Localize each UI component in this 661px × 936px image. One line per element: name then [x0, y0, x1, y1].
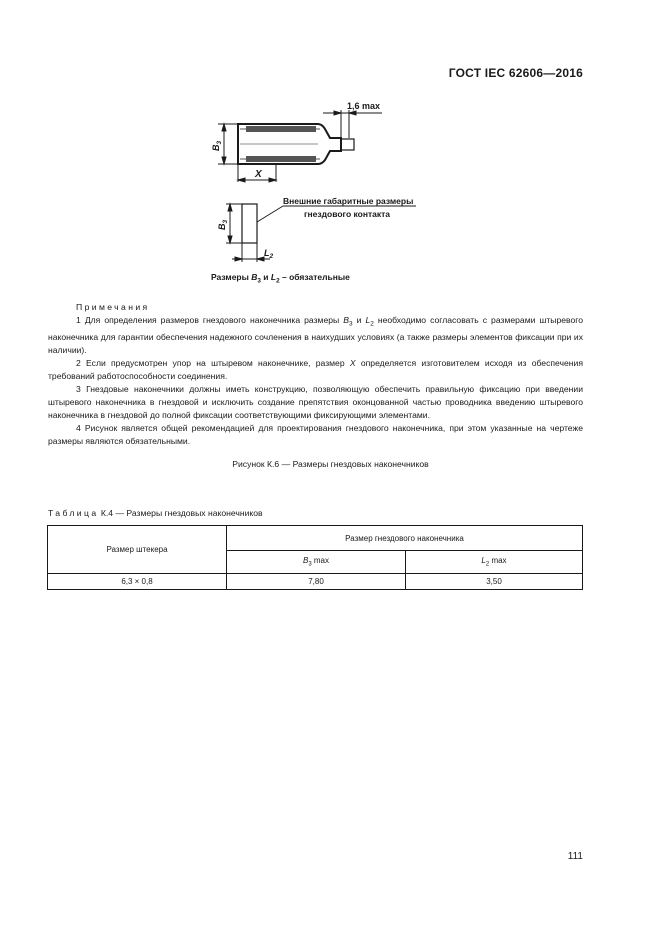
header-receptacle-size: Размер гнездового наконечника	[227, 526, 583, 551]
inner-spring-bottom	[246, 156, 316, 162]
drawing-caption: Размеры $B_3$ и $L_2$ – обязательные	[211, 272, 350, 285]
cell-plug: 6,3 × 0,8	[48, 574, 227, 590]
terminal-drawing	[200, 98, 420, 273]
dim-top-label: 1,6 max	[347, 101, 381, 111]
header-plug-size: Размер штекера	[48, 526, 227, 574]
rect-l2-arrow-left	[235, 257, 242, 261]
dim-b3-arrow-bottom	[222, 157, 226, 164]
cell-l2: 3,50	[406, 574, 583, 590]
rect-b3-arrow-top	[228, 204, 232, 211]
dim-x-label: X	[255, 169, 262, 180]
rect-l2-label: $L_2$	[264, 248, 274, 260]
rect-b3-arrow-bottom	[228, 236, 232, 243]
cell-b3: 7,80	[227, 574, 406, 590]
rect-l2-arrow-right	[257, 257, 264, 261]
page-number: 111	[567, 851, 583, 862]
figure-caption: Рисунок К.6 — Размеры гнездовых наконечников	[232, 459, 429, 469]
header-l2-max: $L_2$ max	[406, 551, 583, 574]
notes-block	[48, 314, 583, 448]
dim-top-arrow-right	[349, 111, 356, 115]
callout-line2: гнездового контакта	[304, 209, 391, 219]
dim-b3-arrow-top	[222, 124, 226, 131]
note-2: 2 Если предусмотрен упор на штыревом наконечнике, размер X определяется изготовителем исходя из обеспечения требований работоспособности соединения.	[48, 357, 583, 381]
outline-rectangle	[242, 204, 257, 243]
note-3: 3 Гнездовые наконечники должны иметь конструкцию, позволяющую обеспечить правильную фиксацию при введении штыревого наконечника в гнездовой и исключить создание препятствия оконцованной частью проводника введению штыревого наконечника в гнездовой до полной фиксации соответствующими фиксирующими элементами.	[48, 383, 583, 420]
dim-x-arrow-left	[238, 178, 245, 182]
document-header: ГОСТ IEC 62606—2016	[448, 66, 583, 80]
notes-title: Примечания	[76, 302, 150, 312]
inner-spring-top	[246, 126, 316, 132]
note-4: 4 Рисунок является общей рекомендацией для проектирования гнездового наконечника, при этом указанные на чертеже размеры являются обязательными.	[48, 422, 583, 446]
rect-b3-label: $B_3$	[217, 219, 229, 230]
dimensions-table	[47, 525, 583, 590]
table-row	[48, 574, 583, 590]
header-b3-max: $B_3$ max	[227, 551, 406, 574]
dim-b3-label: $B_3$	[211, 140, 223, 151]
dim-x-arrow-right	[269, 178, 276, 182]
callout-line1: Внешние габаритные размеры	[283, 196, 414, 206]
dim-top-arrow-left	[334, 111, 341, 115]
note-1: 1 Для определения размеров гнездового наконечника размеры $B_3$ и $L_2$ необходимо согласовать с размерами штыревого наконечника для гарантии обеспечения надежного сочленения в наихудших условиях (а также размеры элементов фиксации при их наличии).	[48, 315, 583, 355]
wire-stub	[341, 139, 354, 150]
callout-leader	[257, 206, 283, 222]
table-caption: Таблица К.4 — Размеры гнездовых наконечников	[48, 508, 263, 518]
